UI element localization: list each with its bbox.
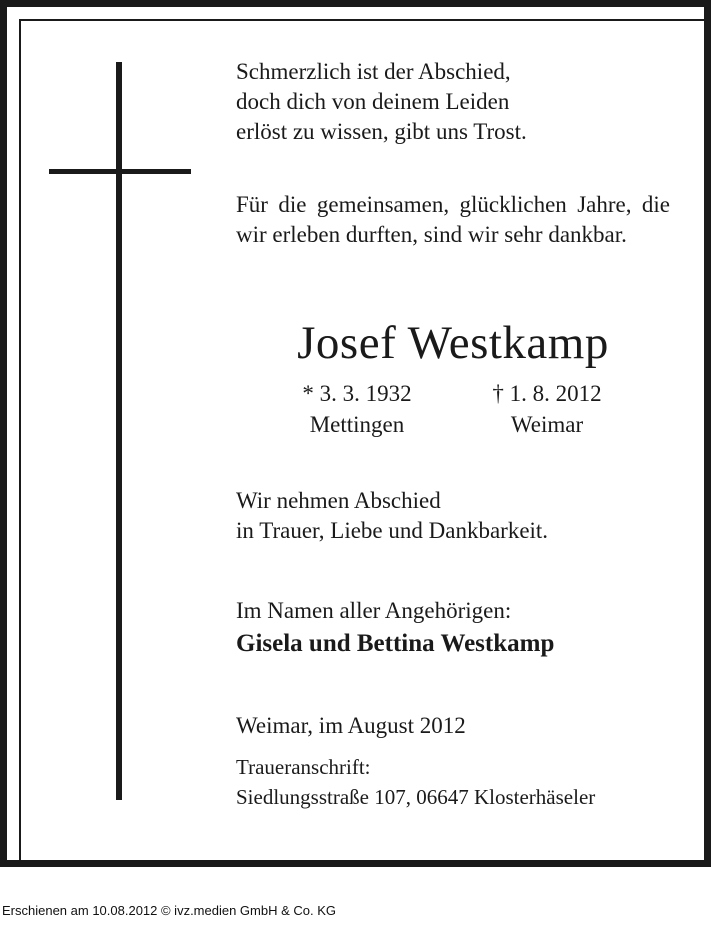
farewell-text [236, 486, 670, 546]
place-date [236, 711, 670, 741]
death-place: Weimar [510, 412, 584, 437]
deceased-name: Josef Westkamp [297, 317, 609, 369]
death-date: † 1. 8. 2012 [492, 381, 602, 406]
verse-1-line: Schmerzlich ist der Abschied, [236, 59, 511, 84]
farewell-line: in Trauer, Liebe und Dankbarkeit. [236, 518, 549, 543]
address-label: Traueranschrift: [236, 755, 371, 779]
verse-1-line: erlöst zu wissen, gibt uns Trost. [236, 119, 527, 144]
publication-credit: Erschienen am 10.08.2012 © ivz.medien GmbH & Co. KG [2, 903, 337, 918]
verse-1-line: doch dich von deinem Leiden [236, 89, 510, 114]
birth-place: Mettingen [309, 412, 405, 437]
behalf-label [236, 596, 670, 626]
address-block [236, 752, 595, 812]
birth-date: * 3. 3. 1932 [302, 381, 412, 406]
behalf-label-text: Im Namen aller Angehörigen: [236, 598, 512, 623]
verse-2: Für die gemeinsamen, glücklichen Jahre, die wir erleben durften, sind wir sehr dankbar. [236, 192, 670, 247]
farewell-line: Wir nehmen Abschied [236, 488, 441, 513]
verse-1 [236, 57, 670, 147]
birth-info [272, 378, 442, 440]
cross-icon-bar [49, 169, 191, 174]
family-names: Gisela und Bettina Westkamp [236, 630, 555, 657]
death-info [462, 378, 632, 440]
address-text: Siedlungsstraße 107, 06647 Klosterhäseler [236, 785, 596, 809]
place-date-text: Weimar, im August 2012 [236, 713, 466, 738]
